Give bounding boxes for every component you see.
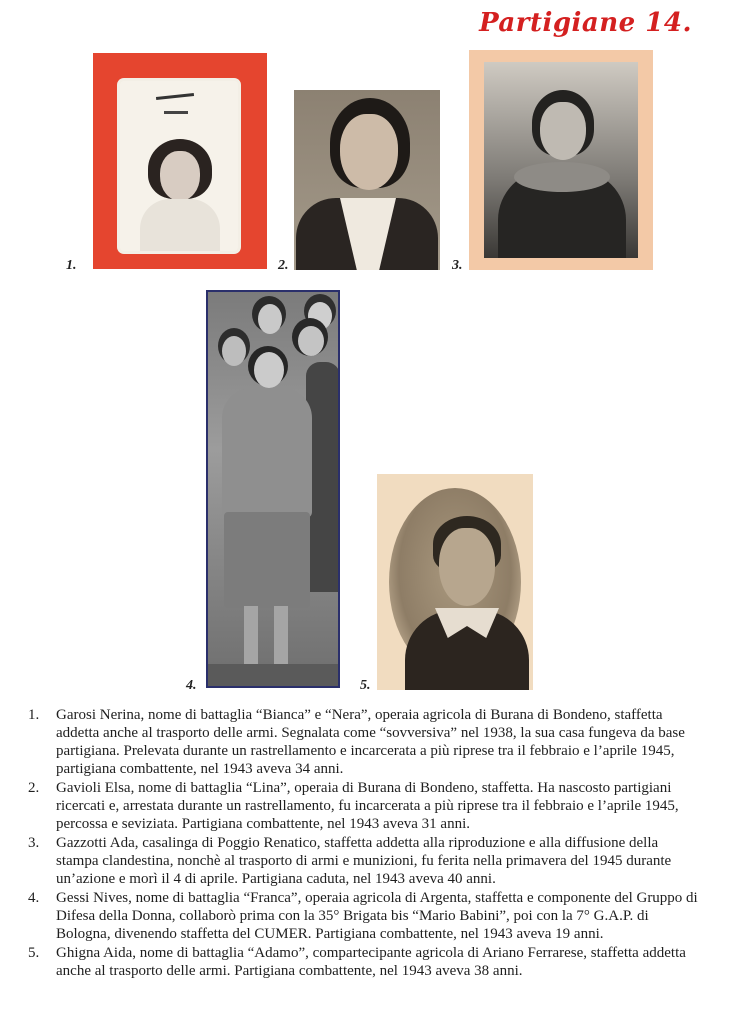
entry-text: Gazzotti Ada, casalinga di Poggio Renatico, staffetta addetta alla riproduzione e alla diffusione della stampa clandestina, nonchè al trasporto di armi e munizioni, fu ferita nella primavera del 1945 durante un’azione e morì il 4 di aprile. Partigiana caduta, nel 1943 aveva 40 anni. [56, 835, 672, 887]
portrait-photo-2 [294, 90, 440, 270]
photo-number-3: 3. [452, 258, 463, 273]
photo-number-1: 1. [66, 258, 77, 273]
biography-entry-1 [28, 706, 704, 778]
portrait-photo-3 [469, 50, 653, 270]
entry-number: 2. [28, 780, 40, 796]
photo-number-2: 2. [278, 258, 289, 273]
entry-text: Gessi Nives, nome di battaglia “Franca”, operaia agricola di Argenta, staffetta e componente del Gruppo di Difesa della Donna, collaborò prima con la 35° Brigata bis “Mario Babini”, poi con la 7° G.A.P. di Bologna, divenendo staffetta del CUMER. Partigiana combattente, nel 1943 aveva 19 anni. [56, 890, 698, 942]
portrait-photo-1 [93, 53, 267, 269]
biography-entry-4 [28, 889, 704, 943]
entry-number: 1. [28, 707, 40, 723]
biography-entry-3 [28, 834, 704, 888]
entry-text: Gavioli Elsa, nome di battaglia “Lina”, operaia di Burana di Bondeno, staffetta. Ha nascosto partigiani ricercati e, arrestata durante un rastrellamento, fu incarcerata a più riprese tra il febbraio e l’aprile 1945, percossa e seviziata. Partigiana combattente, nel 1943 aveva 31 anni. [56, 780, 679, 832]
group-photo-4 [206, 290, 340, 688]
entry-number: 5. [28, 945, 40, 961]
photo-number-5: 5. [360, 678, 371, 693]
entry-text: Ghigna Aida, nome di battaglia “Adamo”, compartecipante agricola di Ariano Ferrarese, staffetta addetta anche al trasporto delle armi. Partigiana combattente, nel 1943 aveva 38 anni. [56, 945, 686, 979]
biography-entry-2 [28, 779, 704, 833]
entry-text: Garosi Nerina, nome di battaglia “Bianca” e “Nera”, operaia agricola di Burana di Bondeno, staffetta addetta anche al trasporto delle armi. Segnalata come “sovversiva” nel 1938, la sua casa fungeva da base partigiana. Prelevata durante un rastrellamento e incarcerata a più riprese tra il febbraio e l’aprile 1945, partigiana combattente, nel 1943 aveva 34 anni. [56, 707, 685, 777]
portrait-photo-5 [377, 474, 533, 690]
photo-number-4: 4. [186, 678, 197, 693]
entry-number: 3. [28, 835, 40, 851]
page-title: Partigiane 14. [479, 8, 692, 38]
biography-list [28, 706, 704, 981]
entry-number: 4. [28, 890, 40, 906]
biography-entry-5 [28, 944, 704, 980]
